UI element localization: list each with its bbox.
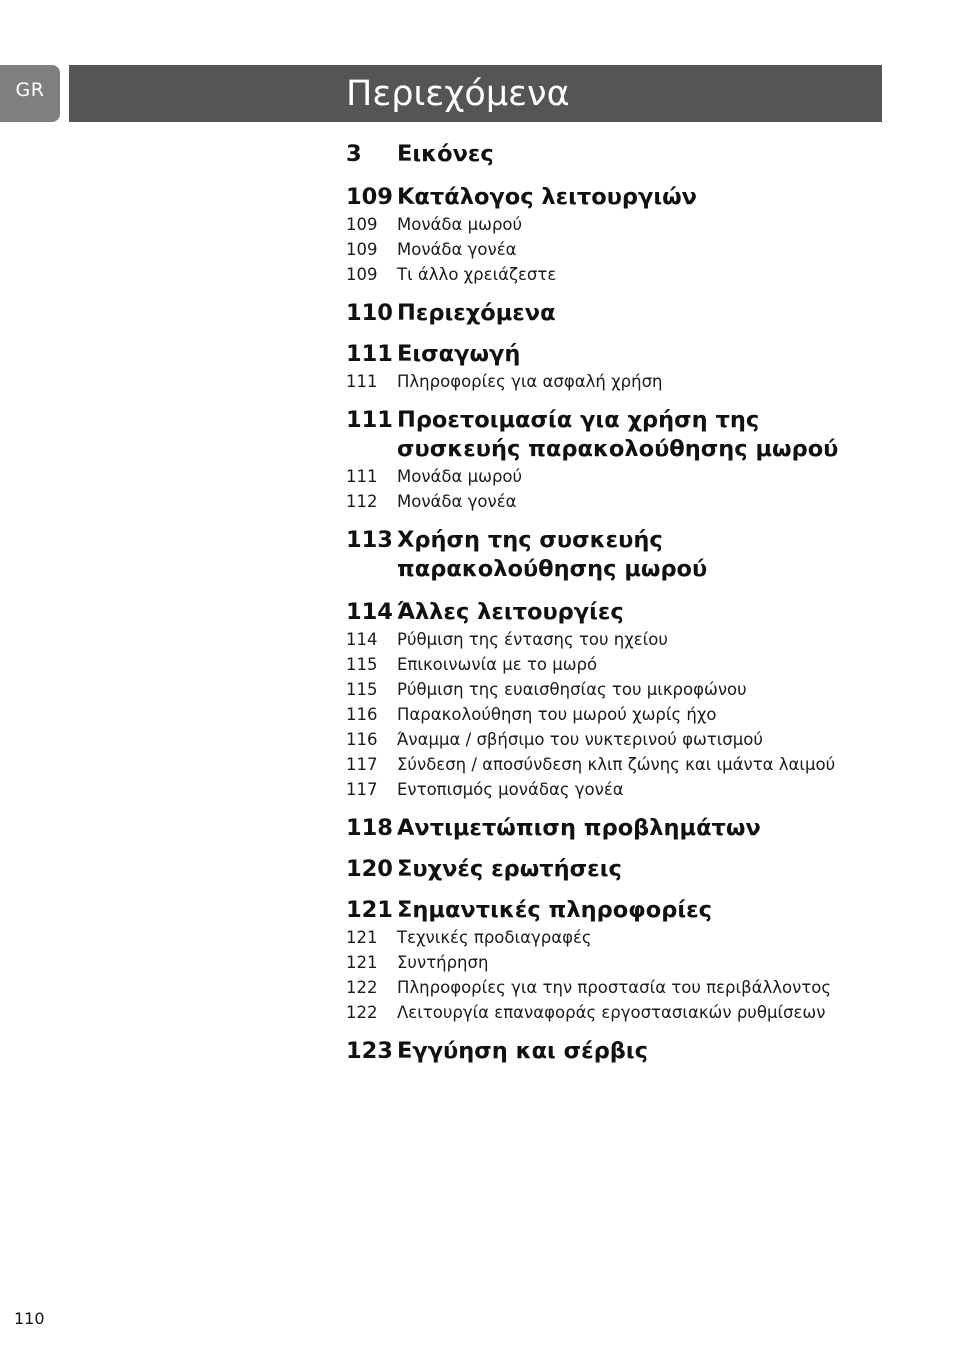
toc-subentry-title: Ρύθμιση της ευαισθησίας του μικροφώνου <box>397 680 747 699</box>
toc-entry <box>346 855 886 884</box>
toc-heading-title: Εισαγωγή <box>397 341 521 367</box>
toc-heading-page: 111 <box>346 407 393 433</box>
toc-entry <box>346 183 886 287</box>
toc-heading-row <box>346 526 886 584</box>
toc-subentry-row <box>346 975 886 1000</box>
page-number: 110 <box>14 1309 45 1328</box>
toc-subentry-row <box>346 950 886 975</box>
toc-heading-row <box>346 598 886 627</box>
toc-subentry-page: 115 <box>346 680 378 699</box>
toc-subentry-row <box>346 727 886 752</box>
toc-subentry-page: 111 <box>346 467 378 486</box>
toc-heading-page: 114 <box>346 599 393 625</box>
toc-heading-row <box>346 140 886 169</box>
language-tab-label: GR <box>15 79 45 101</box>
toc-entry <box>346 406 886 514</box>
toc-subentry-row <box>346 369 886 394</box>
toc-subentry-page: 112 <box>346 492 378 511</box>
toc-subentry-row <box>346 777 886 802</box>
toc-subentry-title: Άναμμα / σβήσιμο του νυκτερινού φωτισμού <box>397 730 763 749</box>
toc-subentry-page: 122 <box>346 978 378 997</box>
toc-subentry-title: Εντοπισμός μονάδας γονέα <box>397 780 624 799</box>
toc-heading-row <box>346 1037 886 1066</box>
toc-heading-row <box>346 183 886 212</box>
page-title: Περιεχόμενα <box>346 74 570 114</box>
toc-subentry-row <box>346 752 886 777</box>
toc-subentry-title: Μονάδα μωρού <box>397 467 523 486</box>
language-tab <box>0 65 60 122</box>
toc-subentry-page: 117 <box>346 780 378 799</box>
toc-heading-page: 118 <box>346 815 393 841</box>
toc-subentry-title: Λειτουργία επαναφοράς εργοστασιακών ρυθμίσεων <box>397 1003 826 1022</box>
toc-heading-row <box>346 299 886 328</box>
toc-subentry-page: 121 <box>346 928 378 947</box>
toc-heading-title: Αντιμετώπιση προβλημάτων <box>397 815 761 841</box>
toc-heading-title: Εγγύηση και σέρβις <box>397 1038 649 1064</box>
toc-subentry-page: 111 <box>346 372 378 391</box>
toc-subentry-row <box>346 677 886 702</box>
toc-subentry-row <box>346 464 886 489</box>
toc-subentry-page: 116 <box>346 730 378 749</box>
toc-heading-row <box>346 814 886 843</box>
toc-subentry-title: Ρύθμιση της έντασης του ηχείου <box>397 630 668 649</box>
toc-subentry-page: 115 <box>346 655 378 674</box>
toc-subentry-row <box>346 262 886 287</box>
toc-heading-title: Εικόνες <box>397 141 494 167</box>
toc-subentry-page: 109 <box>346 265 378 284</box>
toc-heading-page: 120 <box>346 856 393 882</box>
toc-entry <box>346 299 886 328</box>
toc-subentry-page: 114 <box>346 630 378 649</box>
toc-subentry-title: Μονάδα γονέα <box>397 240 517 259</box>
toc-subentry-page: 109 <box>346 240 378 259</box>
toc-entry <box>346 1037 886 1066</box>
toc-heading-page: 110 <box>346 300 393 326</box>
toc-heading-title: Προετοιμασία για χρήση της συσκευής παρακολούθησης μωρού <box>397 407 839 462</box>
toc-subentry-row <box>346 237 886 262</box>
toc-heading-title: Άλλες λειτουργίες <box>397 599 624 625</box>
toc-entry <box>346 896 886 1025</box>
toc-subentry-title: Τεχνικές προδιαγραφές <box>397 928 592 947</box>
toc-heading-page: 3 <box>346 141 362 167</box>
toc-subentry-title: Σύνδεση / αποσύνδεση κλιπ ζώνης και ιμάντα λαιμού <box>397 755 836 774</box>
toc-subentry-title: Πληροφορίες για την προστασία του περιβάλλοντος <box>397 978 832 997</box>
toc-subentry-row <box>346 212 886 237</box>
toc-subentry-page: 122 <box>346 1003 378 1022</box>
toc-subentry-row <box>346 702 886 727</box>
toc-subentry-title: Τι άλλο χρειάζεστε <box>397 265 557 284</box>
toc-heading-page: 121 <box>346 897 393 923</box>
toc-heading-page: 113 <box>346 527 393 553</box>
toc-subentry-row <box>346 627 886 652</box>
toc-heading-row <box>346 406 886 464</box>
toc-heading-row <box>346 855 886 884</box>
toc-entry <box>346 140 886 169</box>
toc-heading-title: Συχνές ερωτήσεις <box>397 856 622 882</box>
toc-heading-page: 111 <box>346 341 393 367</box>
toc-heading-row <box>346 896 886 925</box>
toc-subentry-row <box>346 652 886 677</box>
toc-heading-title: Χρήση της συσκευής παρακολούθησης μωρού <box>397 527 708 582</box>
toc-subentry-row <box>346 489 886 514</box>
toc-subentry-page: 116 <box>346 705 378 724</box>
toc-subentry-title: Πληροφορίες για ασφαλή χρήση <box>397 372 663 391</box>
toc-subentry-title: Μονάδα γονέα <box>397 492 517 511</box>
toc-heading-title: Σημαντικές πληροφορίες <box>397 897 712 923</box>
toc-entry <box>346 340 886 394</box>
toc-subentry-row <box>346 1000 886 1025</box>
toc-heading-title: Περιεχόμενα <box>397 300 556 326</box>
table-of-contents <box>346 128 886 1066</box>
toc-entry <box>346 598 886 802</box>
toc-subentry-title: Επικοινωνία με το μωρό <box>397 655 598 674</box>
toc-subentry-title: Μονάδα μωρού <box>397 215 523 234</box>
toc-subentry-page: 121 <box>346 953 378 972</box>
toc-entry <box>346 526 886 584</box>
toc-subentry-page: 109 <box>346 215 378 234</box>
toc-subentry-row <box>346 925 886 950</box>
toc-entry <box>346 814 886 843</box>
toc-heading-title: Κατάλογος λειτουργιών <box>397 184 697 210</box>
toc-heading-page: 123 <box>346 1038 393 1064</box>
toc-subentry-title: Παρακολούθηση του μωρού χωρίς ήχο <box>397 705 717 724</box>
toc-heading-row <box>346 340 886 369</box>
toc-heading-page: 109 <box>346 184 393 210</box>
toc-subentry-page: 117 <box>346 755 378 774</box>
toc-subentry-title: Συντήρηση <box>397 953 489 972</box>
